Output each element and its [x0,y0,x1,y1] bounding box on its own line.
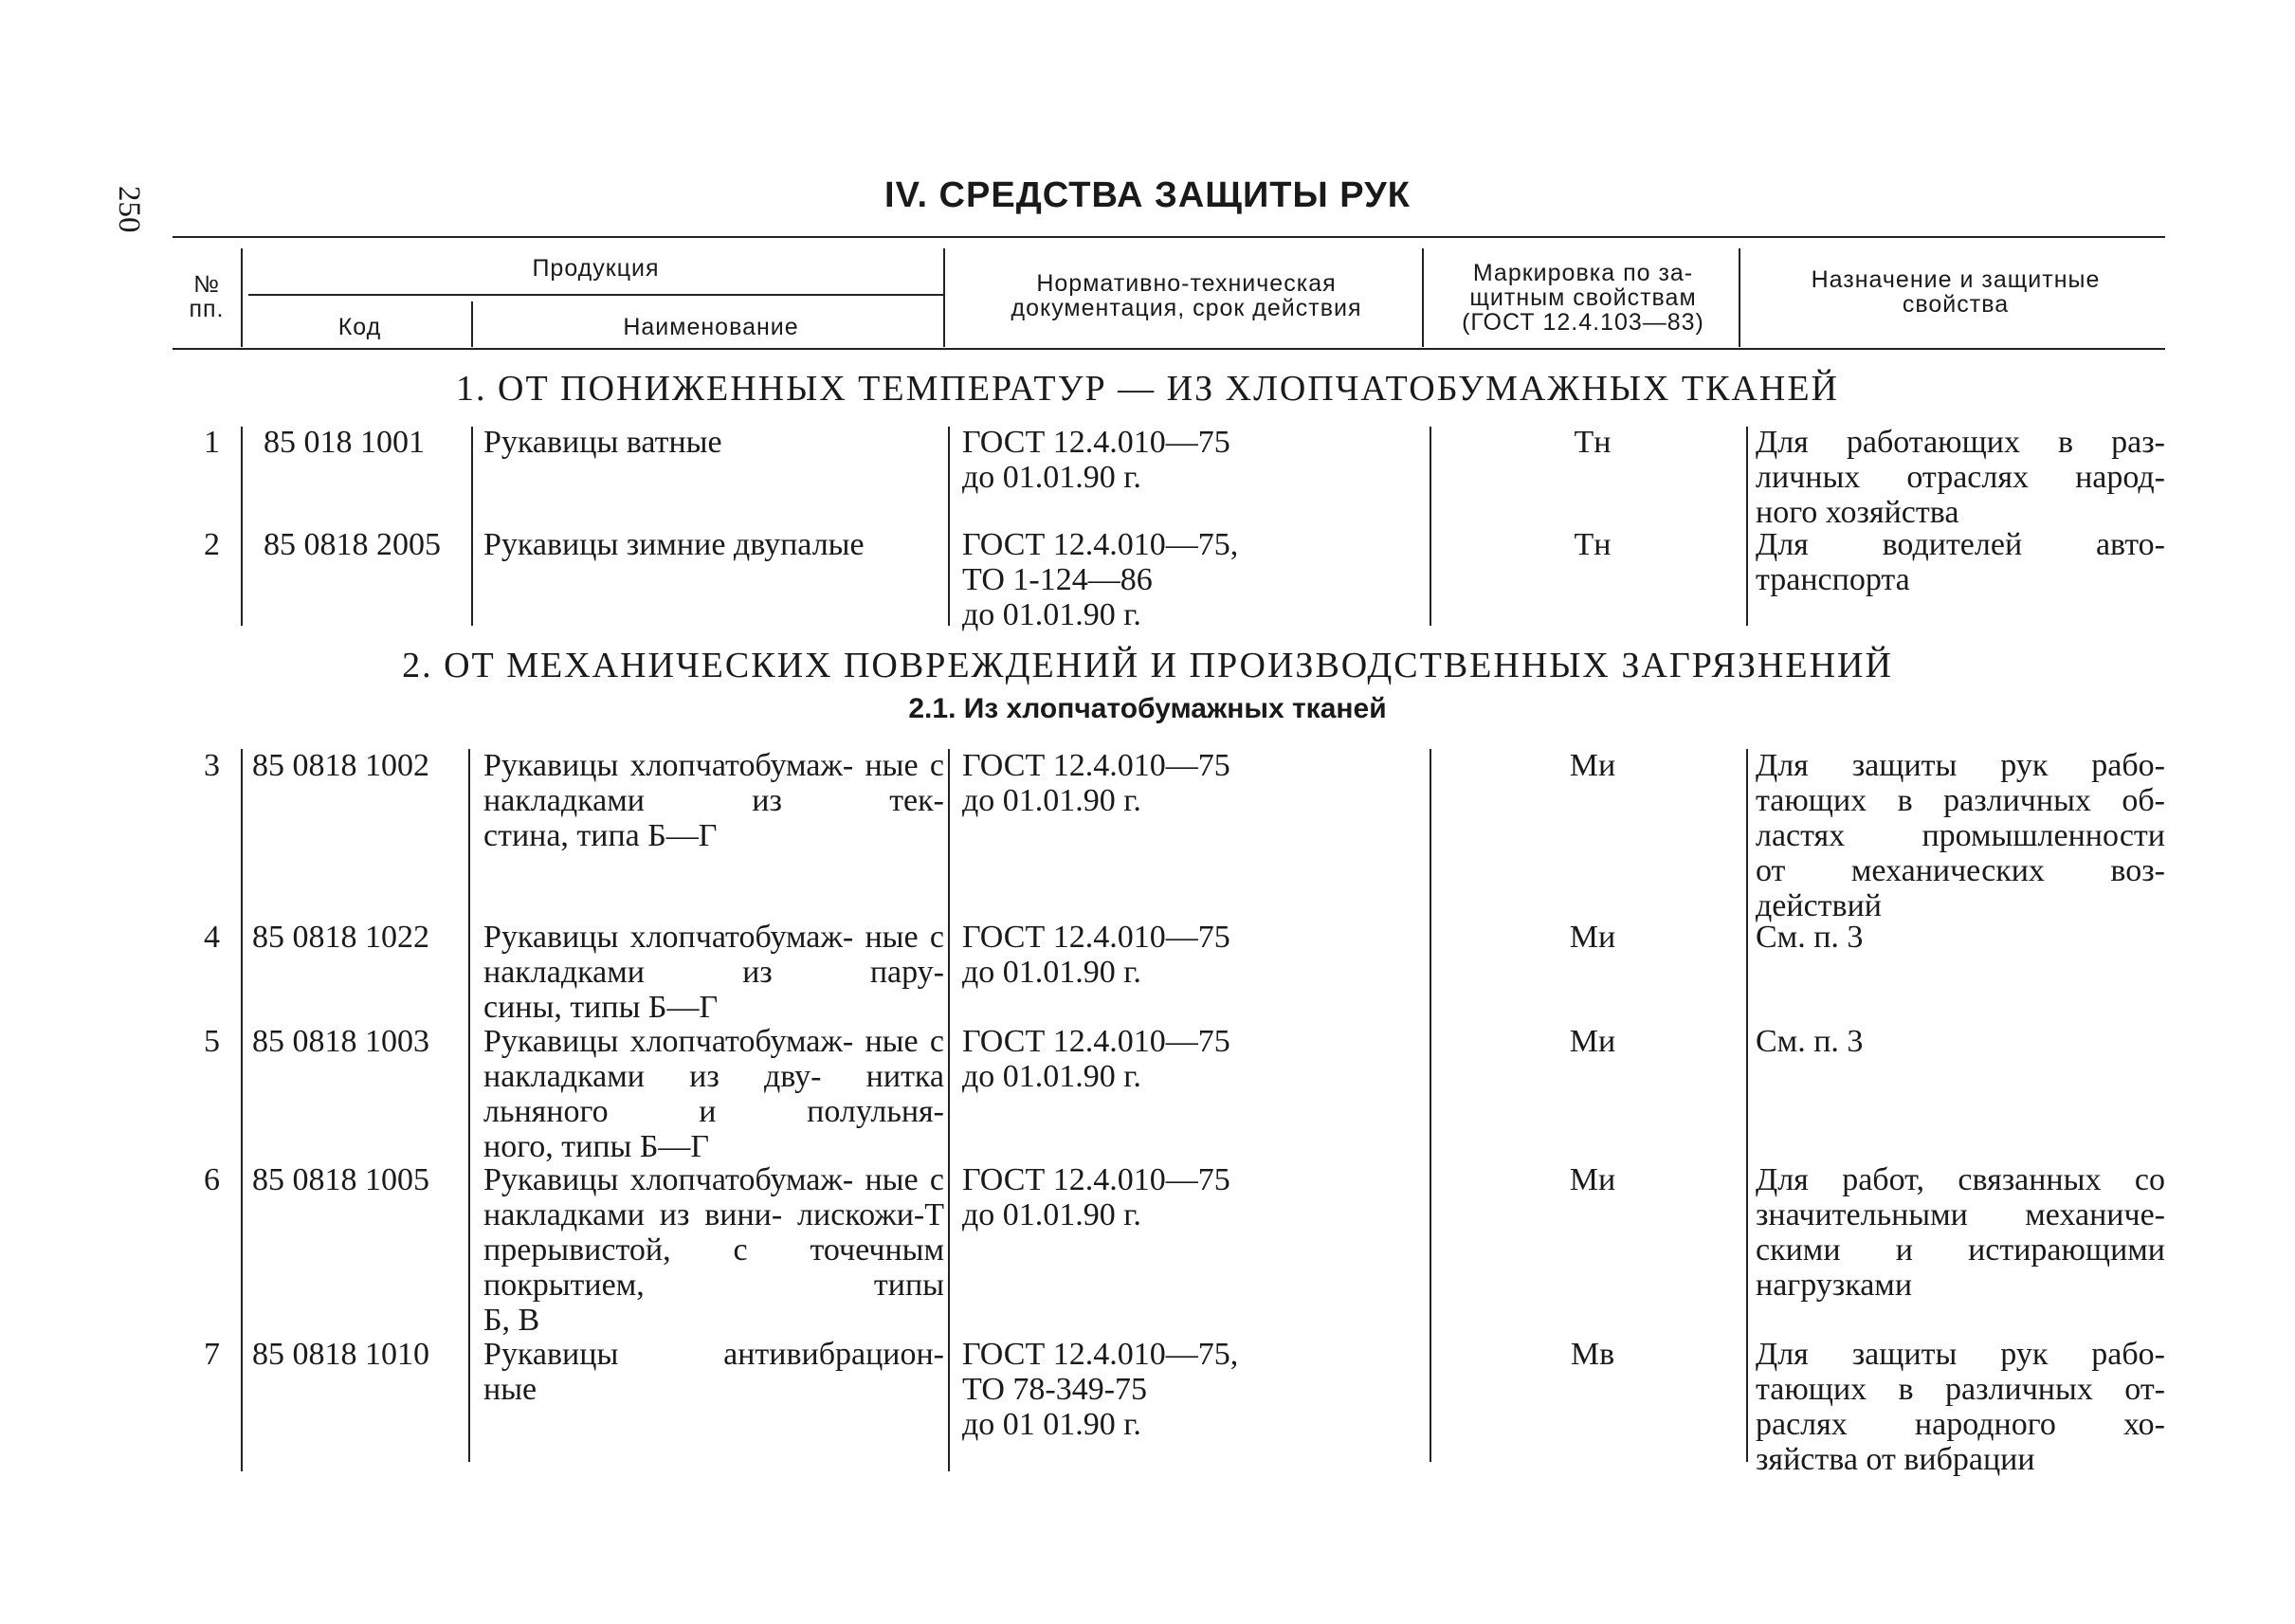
header-bottom-rule [173,348,2165,350]
row-purpose [1756,527,2165,597]
row-mark: Ми [1569,748,1616,783]
row-purpose [1756,425,2165,530]
row-doc-line: ГОСТ 12.4.010—75, [962,527,1239,562]
row-doc [962,920,1230,990]
header-code: Код [337,314,382,340]
row-doc-line: до 01.01.90 г. [962,597,1141,632]
row-doc-line: ГОСТ 12.4.010—75 [962,1024,1230,1059]
row-name [483,1162,944,1338]
row-purpose-line: от механических воз- [1756,853,2165,888]
row-name-line: лискожи-Т прерывистой, с [483,1197,945,1268]
col-divider-a [241,749,243,1471]
row-doc-line: до 01.01.90 г. [962,1197,1141,1232]
row-name [483,1024,944,1164]
header-doc-line-1: Нормативно-техническая [1036,270,1337,297]
row-name-line: точечным покрытием, типы [483,1232,945,1303]
row-purpose [1756,1337,2165,1477]
row-purpose-line: Для защиты рук рабо- [1756,748,2165,783]
row-purpose-line: зяйства от вибрации [1756,1442,2035,1477]
row-doc [962,527,1238,632]
row-name-line: стина, типа Б—Г [483,818,718,853]
row-number: 2 [204,527,220,562]
subsection-2-1-heading: 2.1. Из хлопчатобумажных тканей [908,693,1387,724]
row-number: 3 [204,748,220,783]
header-divider-5 [1739,248,1740,347]
row-code: 85 0818 1002 [252,748,429,783]
row-name-line: Б, В [483,1303,540,1338]
row-doc-line: ГОСТ 12.4.010—75 [962,1162,1230,1197]
row-mark: Тн [1574,425,1612,460]
row-name [483,1337,944,1407]
section-1-heading: 1. ОТ ПОНИЖЕННЫХ ТЕМПЕРАТУР — ИЗ ХЛОПЧАТОБУМАЖНЫХ ТКАНЕЙ [456,369,1839,409]
row-doc-line: до 01.01.90 г. [962,460,1141,495]
row-name-line: ные с накладками из дву- [483,1024,944,1094]
row-name-line: ные [483,1372,537,1407]
row-doc-line: ГОСТ 12.4.010—75 [962,920,1230,955]
row-name-line: ные с накладками из тек- [483,748,944,818]
row-number: 4 [204,920,220,955]
row-code: 85 0818 1003 [252,1024,429,1059]
header-divider-2 [471,301,473,347]
row-name [483,527,948,562]
header-divider-3 [943,248,945,347]
row-purpose-line: транспорта [1756,562,1910,597]
header-divider-4 [1422,248,1424,347]
row-name-line: Рукавицы зимние двупалые [483,527,865,562]
row-name [483,920,944,1025]
row-code: 85 018 1001 [264,425,425,460]
header-name: Наименование [623,314,799,340]
row-doc-line: ГОСТ 12.4.010—75 [962,748,1230,783]
col-divider-a [241,427,243,626]
row-purpose-line: См. п. 3 [1756,920,1864,955]
col-divider-b [468,749,470,1462]
row-name-line: ного, типы Б—Г [483,1129,710,1164]
row-doc-line: ТО 78-349-75 [962,1372,1148,1407]
row-name-line: ные с накладками из вини- [483,1162,944,1232]
col-divider-c [948,749,950,1471]
row-purpose [1756,748,2165,923]
row-purpose-line: См. п. 3 [1756,1024,1864,1059]
row-number: 5 [204,1024,220,1059]
header-num-line-2: пп. [189,296,225,322]
row-name-line: Рукавицы хлопчатобумаж- [483,1024,854,1059]
row-name-line: Рукавицы хлопчатобумаж- [483,1162,854,1197]
header-top-rule [173,236,2165,238]
header-num [173,272,241,321]
row-mark: Тн [1574,527,1612,562]
row-code: 85 0818 2005 [264,527,441,562]
header-mark-line-1: Маркировка по за- [1472,260,1694,286]
row-code: 85 0818 1005 [252,1162,429,1197]
row-purpose [1756,1162,2165,1303]
row-doc [962,1337,1238,1442]
col-divider-c [948,427,950,626]
row-purpose-line: Для работающих в раз- [1756,425,2165,460]
row-doc-line: ГОСТ 12.4.010—75, [962,1337,1239,1372]
row-purpose-line: личных отраслях народ- [1756,460,2165,495]
row-purpose-line: ластях промышленности [1756,818,2165,853]
row-doc-line: до 01 01.90 г. [962,1407,1141,1442]
row-name-line: Рукавицы ватные [483,425,722,460]
header-product: Продукция [532,255,660,282]
header-mark [1428,261,1739,335]
row-purpose-line: нагрузками [1756,1268,1913,1303]
row-mark: Ми [1569,1162,1616,1197]
row-doc [962,748,1230,818]
header-purpose-line-1: Назначение и защитные [1811,266,2101,293]
row-name-line: Рукавицы антивибрацион- [483,1337,944,1372]
row-purpose-line: тающих в различных от- [1756,1372,2165,1407]
row-purpose [1756,920,2165,955]
row-code: 85 0818 1022 [252,920,429,955]
header-doc [951,271,1422,320]
row-doc [962,1024,1230,1094]
row-name [483,748,944,853]
row-purpose-line: раслях народного хо- [1756,1407,2165,1442]
row-name-line: Рукавицы хлопчатобумаж- [483,920,854,955]
section-2-heading: 2. ОТ МЕХАНИЧЕСКИХ ПОВРЕЖДЕНИЙ И ПРОИЗВОДСТВЕННЫХ ЗАГРЯЗНЕНИЙ [402,646,1893,685]
row-mark: Мв [1570,1337,1615,1372]
header-doc-line-2: документация, срок действия [1011,295,1362,321]
row-name-line: сины, типы Б—Г [483,990,719,1025]
page-number: 250 [112,186,146,233]
row-purpose-line: ного хозяйства [1756,495,1959,530]
header-product-rule [248,294,943,296]
page-title: IV. СРЕДСТВА ЗАЩИТЫ РУК [884,175,1411,215]
header-num-line-1: № [193,271,220,298]
row-purpose-line: Для защиты рук рабо- [1756,1337,2165,1372]
row-name [483,425,944,460]
row-doc [962,1162,1230,1232]
row-purpose-line: тающих в различных об- [1756,783,2165,818]
header-mark-line-3: (ГОСТ 12.4.103—83) [1462,309,1704,336]
row-mark: Ми [1569,920,1616,955]
header-divider-1 [241,248,243,347]
row-number: 6 [204,1162,220,1197]
row-name-line: ные с накладками из пару- [483,920,944,990]
row-doc-line: до 01.01.90 г. [962,1059,1141,1094]
row-purpose-line: Для водителей авто- [1756,527,2165,562]
row-purpose-line: скими и истирающими [1756,1232,2165,1268]
row-purpose-line: значительными механиче- [1756,1197,2165,1232]
row-mark: Ми [1569,1024,1616,1059]
header-mark-line-2: щитным свойствам [1469,284,1697,311]
row-name-line: Рукавицы хлопчатобумаж- [483,748,854,783]
row-doc-line: ГОСТ 12.4.010—75 [962,425,1230,460]
header-purpose-line-2: свойства [1902,291,2010,318]
row-purpose-line: Для работ, связанных со [1756,1162,2165,1197]
row-number: 1 [204,425,220,460]
row-name-line: нитка льняного и полульня- [483,1059,945,1129]
row-doc-line: ТО 1-124—86 [962,562,1153,597]
row-purpose-line: действий [1756,888,1882,923]
col-divider-b [471,427,473,626]
header-purpose [1746,267,2165,317]
row-purpose [1756,1024,2165,1059]
row-doc-line: до 01.01.90 г. [962,955,1141,990]
row-doc-line: до 01.01.90 г. [962,783,1141,818]
row-code: 85 0818 1010 [252,1337,429,1372]
row-doc [962,425,1230,495]
row-number: 7 [204,1337,220,1372]
